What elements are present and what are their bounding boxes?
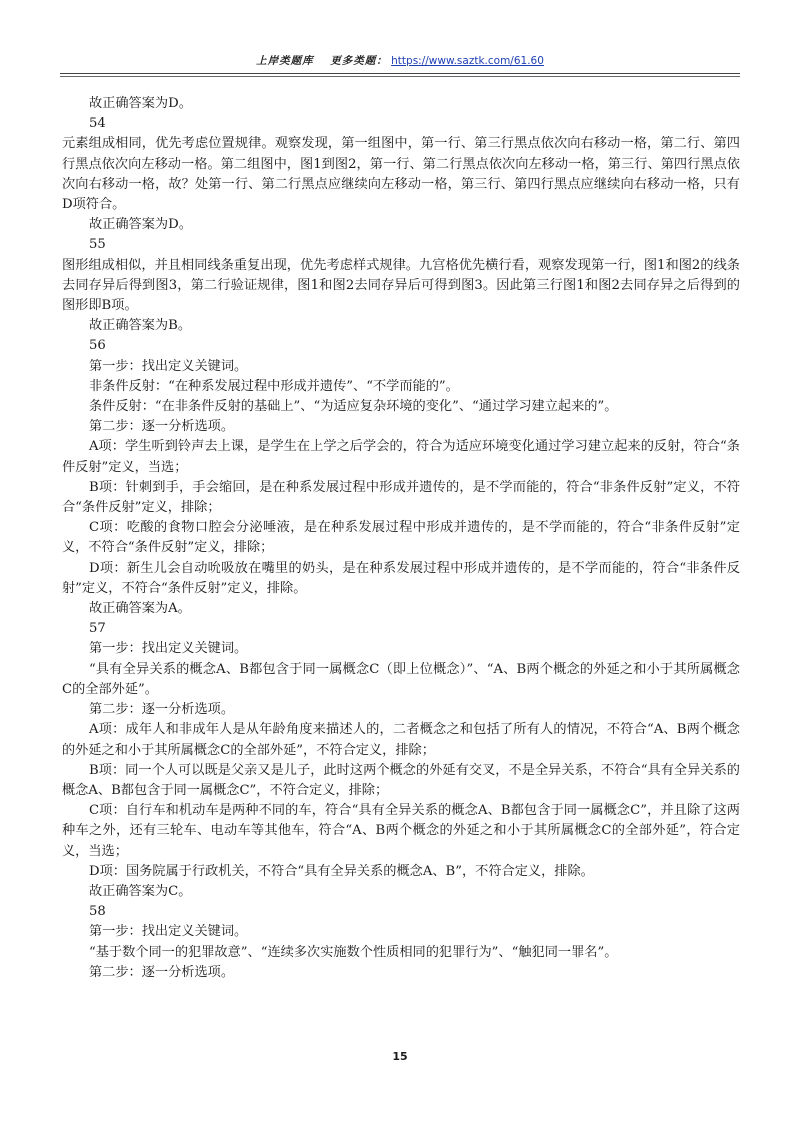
header-divider (60, 73, 740, 77)
paragraph: “具有全异关系的概念A、B都包含于同一属概念C（即上位概念）”、“A、B两个概念的外延之和小于其所属概念C的全部外延”。 (62, 661, 740, 697)
paragraph: 54 (89, 116, 106, 132)
document-body (62, 94, 740, 983)
paragraph: C项：自行车和机动车是两种不同的车，符合“具有全异关系的概念A、B都包含于同一属概念C”，并且除了这两种车之外，还有三轮车、电动车等其他车，符合“A、B两个概念的外延之和小于其所属概念C的全部外延”，符合定义，当选； (62, 803, 740, 859)
paragraph: 第二步：逐一分析选项。 (89, 964, 235, 980)
paragraph: 故正确答案为D。 (89, 96, 192, 111)
paragraph: 第一步：找出定义关键词。 (89, 924, 248, 940)
paragraph: 图形组成相似，并且相同线条重复出现，优先考虑样式规律。九宫格优先横行看，观察发现第一行，图1和图2的线条去同存异后得到图3，第二行验证规律，图1和图2去同存异后可得到图3。因此第三行图1和图2去同存异之后得到的图形即B项。 (62, 257, 740, 314)
paragraph: 56 (89, 338, 106, 354)
paragraph: D项：新生儿会自动吮吸放在嘴里的奶头，是在种系发展过程中形成并遗传的，是不学而能的，符合“非条件反射”定义，不符合“条件反射”定义，排除。 (62, 560, 740, 596)
paragraph: D项：国务院属于行政机关，不符合“具有全异关系的概念A、B”，不符合定义，排除。 (89, 863, 594, 879)
page-header (0, 52, 800, 70)
paragraph: 条件反射：“在非条件反射的基础上”、“为适应复杂环境的变化”、“通过学习建立起来的”。 (89, 399, 618, 415)
paragraph: 第一步：找出定义关键词。 (89, 358, 248, 374)
header-label-more-questions: 更多类题： (330, 55, 388, 67)
paragraph: B项：针刺到手，手会缩回，是在种系发展过程中形成并遗传的，是不学而能的，符合“非条件反射”定义，不符合“条件反射”定义，排除； (62, 479, 740, 516)
paragraph: 57 (89, 621, 106, 637)
paragraph: 故正确答案为B。 (89, 318, 192, 334)
paragraph: 故正确答案为D。 (89, 217, 192, 233)
paragraph: A项：成年人和非成年人是从年龄角度来描述人的，二者概念之和包括了所有人的情况，不符合“A、B两个概念的外延之和小于其所属概念C的全部外延”，不符合定义，排除； (62, 722, 740, 758)
page-number: 15 (392, 1050, 408, 1063)
header-url-link[interactable]: https://www.saztk.com/61.60 (391, 55, 544, 67)
paragraph: 故正确答案为A。 (89, 601, 191, 617)
paragraph: 第二步：逐一分析选项。 (89, 419, 235, 435)
paragraph: A项：学生听到铃声去上课，是学生在上学之后学会的，符合为适应环境变化通过学习建立起来的反射，符合“条件反射”定义，当选； (62, 439, 740, 475)
paragraph: “基于数个同一的犯罪故意”、“连续多次实施数个性质相同的犯罪行为”、“触犯同一罪名”。 (89, 944, 618, 960)
paragraph: 第一步：找出定义关键词。 (89, 641, 248, 657)
paragraph: B项：同一个人可以既是父亲又是儿子，此时这两个概念的外延有交叉，不是全异关系，不符合“具有全异关系的概念A、B都包含于同一属概念C”，不符合定义，排除； (62, 762, 740, 798)
paragraph: 非条件反射：“在种系发展过程中形成并遗传”、“不学而能的”。 (89, 378, 459, 394)
paragraph: 第二步：逐一分析选项。 (89, 702, 235, 718)
paragraph: 故正确答案为C。 (89, 883, 192, 899)
paragraph: C项：吃酸的食物口腔会分泌唾液，是在种系发展过程中形成并遗传的，是不学而能的，符合“非条件反射”定义，不符合“条件反射”定义，排除； (62, 520, 740, 556)
paragraph: 55 (89, 237, 106, 253)
header-label-question-bank: 上岸类题库 (256, 55, 314, 67)
paragraph: 元素组成相同，优先考虑位置规律。观察发现，第一组图中，第一行、第三行黑点依次向右移动一格，第二行、第四行黑点依次向左移动一格。第二组图中，图1到图2，第一行、第二行黑点依次向左移动一格，第三行、第四行黑点依次向右移动一格，故？处第一行、第二行黑点应继续向左移动一格，第三行、第四行黑点应继续向右移动一格，只有D项符合。 (62, 136, 740, 213)
paragraph: 58 (89, 904, 106, 920)
